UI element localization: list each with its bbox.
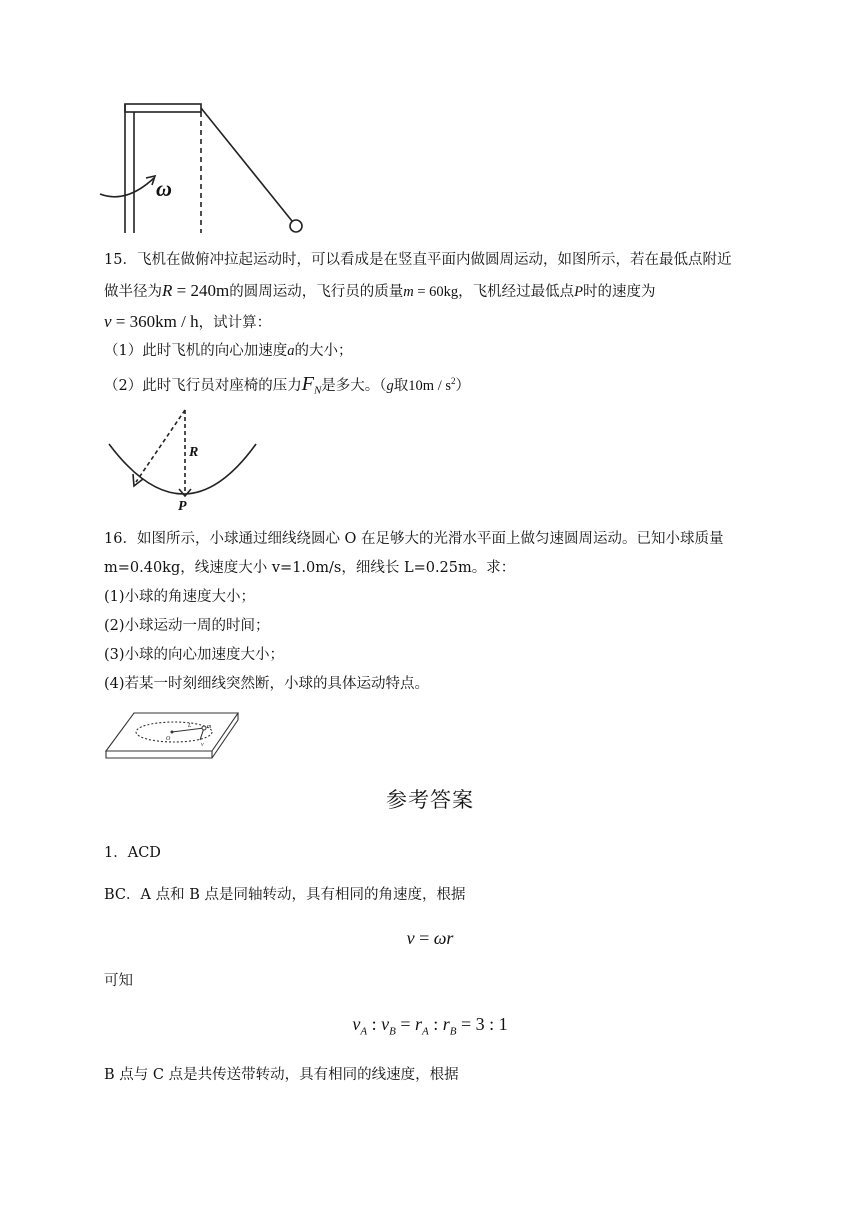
q15-g-exponent: 2	[451, 376, 456, 386]
q15-line2-text-d: 时的速度为	[582, 284, 656, 300]
eq1-v: v	[406, 928, 415, 948]
eq2-colon-2: :	[428, 1014, 443, 1034]
eq2-colon-1: :	[367, 1014, 382, 1034]
equation-2	[0, 1012, 860, 1044]
q15-part2-text-a: （2）此时飞行员对座椅的压力	[104, 377, 302, 394]
q15-part2	[104, 370, 470, 402]
q15-radius-symbol: R	[162, 281, 173, 300]
center-label: O	[166, 736, 171, 742]
mass-label: m	[207, 724, 212, 730]
eq2-vB: v	[381, 1014, 390, 1034]
q15-line2-text-c: ，飞机经过最低点	[458, 284, 575, 300]
eq2-rB: r	[442, 1014, 450, 1034]
table-circle-figure	[104, 708, 244, 764]
table-side-edge	[212, 713, 238, 758]
rotation-arrow	[100, 178, 154, 197]
answer-1: 1．ACD	[104, 845, 161, 861]
center-dot	[171, 731, 174, 734]
q15-part2-text-d: ）	[455, 377, 470, 394]
q15-part2-text-b: 是多大。（	[321, 377, 387, 394]
velocity-label: v	[201, 742, 204, 748]
q15-radius-value: = 240m	[172, 281, 230, 300]
ball	[202, 726, 206, 730]
kezhi-text: 可知	[104, 973, 133, 989]
q15-force-subscript: N	[313, 384, 322, 397]
eq1-omega-r: ωr	[433, 928, 454, 948]
equation-1	[0, 926, 860, 951]
q15-part1-text-b: 的大小；	[294, 343, 353, 359]
pendulum-bob	[290, 220, 302, 232]
pendulum-string	[201, 108, 292, 221]
q15-line3	[104, 311, 271, 334]
q15-part2-text-c: 取	[393, 377, 409, 394]
q15-line1: 15．飞机在做俯冲拉起运动时，可以看成是在竖直平面内做圆周运动，如图所示，若在最低点附近	[104, 252, 732, 268]
q15-g-symbol: g	[386, 377, 394, 394]
q15-point-symbol: P	[574, 284, 583, 300]
crossbar	[125, 104, 201, 112]
eq2-result: = 3 : 1	[456, 1014, 508, 1034]
arc-point-label: P	[178, 499, 187, 512]
eq2-rB-sub: B	[449, 1025, 457, 1038]
q15-line2-text-a: 做半径为	[104, 284, 162, 300]
q15-line2	[104, 280, 655, 303]
pendulum-figure	[96, 98, 316, 238]
length-label: L	[188, 723, 192, 729]
table-front-edge	[106, 751, 212, 758]
q16-sub1: (1)小球的角速度大小；	[104, 589, 256, 605]
q15-mass-symbol: m	[403, 284, 414, 300]
eq2-equals: =	[395, 1014, 415, 1034]
q15-accel-symbol: a	[287, 343, 295, 359]
eq2-vB-sub: B	[389, 1025, 396, 1038]
q15-velocity-value: = 360km / h	[111, 312, 199, 331]
omega-label: ω	[156, 176, 172, 201]
q15-part1	[104, 340, 352, 362]
q15-part1-text-a: （1）此时飞机的向心加速度	[104, 343, 288, 359]
q16-sub2: (2)小球运动一周的时间；	[104, 618, 270, 634]
q15-velocity-symbol: v	[104, 312, 112, 331]
answer-bc-line: BC．A 点和 B 点是同轴转动，具有相同的角速度，根据	[104, 887, 466, 903]
eq2-rA-sub: A	[422, 1025, 429, 1038]
q15-force-symbol: F	[301, 372, 314, 395]
q16-sub3: (3)小球的向心加速度大小；	[104, 647, 285, 663]
eq2-vA: v	[352, 1014, 361, 1034]
q15-mass-value: = 60kg	[413, 284, 459, 300]
q16-sub4: (4)若某一时刻细线突然断，小球的具体运动特点。	[104, 676, 430, 692]
circular-arc-figure	[100, 404, 270, 512]
arc-path	[109, 444, 256, 494]
slanted-radius-line	[136, 410, 185, 482]
answer-last-line: B 点与 C 点是共传送带转动，具有相同的线速度，根据	[104, 1067, 459, 1083]
q15-g-value: 10m / s	[408, 377, 451, 394]
q15-line3-text: ，试计算：	[198, 315, 272, 331]
q16-line2: m=0.40kg，线速度大小 v=1.0m/s，细线长 L=0.25m。求：	[104, 560, 516, 576]
arc-radius-label: R	[189, 445, 199, 460]
q16-line1: 16．如图所示，小球通过细线绕圆心 O 在足够大的光滑水平面上做匀速圆周运动。已知小球质量	[104, 531, 724, 547]
eq2-vA-sub: A	[360, 1025, 368, 1038]
answers-heading: 参考答案	[386, 788, 474, 812]
eq1-equals: =	[414, 928, 434, 948]
q15-line2-text-b: 的圆周运动，飞行员的质量	[229, 284, 404, 300]
eq2-rA: r	[414, 1014, 422, 1034]
